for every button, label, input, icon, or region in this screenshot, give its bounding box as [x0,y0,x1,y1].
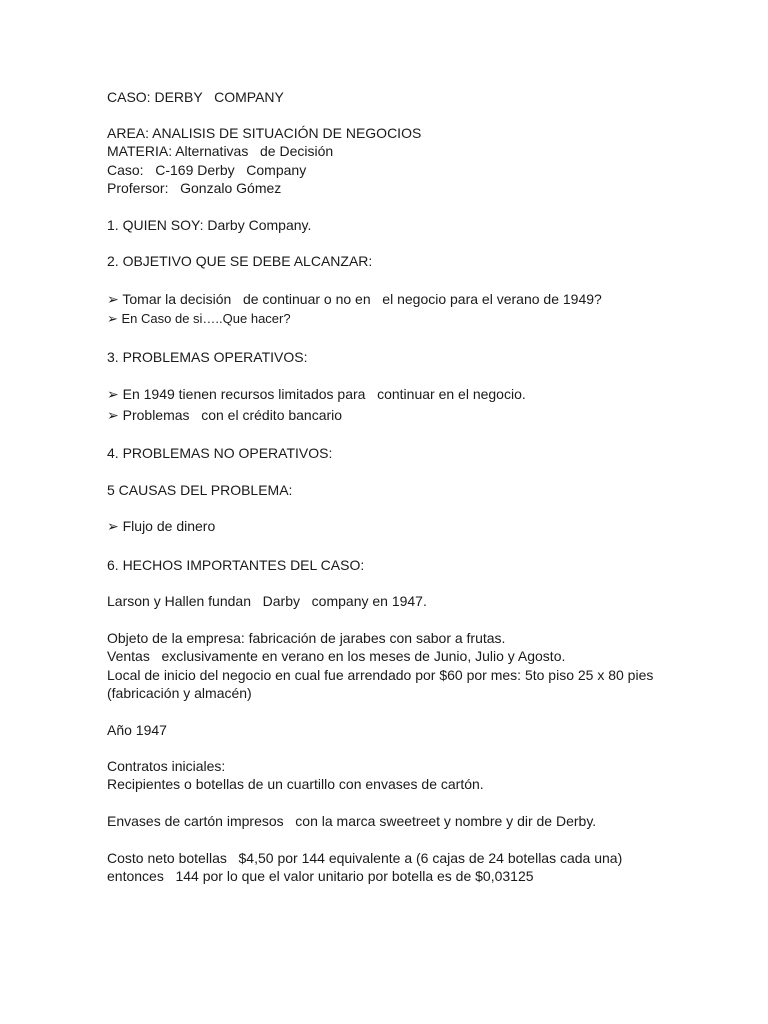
operative-problem-bullet-1: ➢ En 1949 tienen recursos limitados para continuar en el negocio. [107,386,526,402]
local-line-1: Local de inicio del negocio en cual fue arrendado por $60 por mes: 5to piso 25 x 80 pies [107,667,654,683]
area-line: AREA: ANALISIS DE SITUACIÓN DE NEGOCIOS [107,125,422,141]
section-6-heading: 6. HECHOS IMPORTANTES DEL CASO: [107,557,365,573]
document-title: CASO: DERBY COMPANY [107,89,284,105]
section-4-heading: 4. PROBLEMAS NO OPERATIVOS: [107,445,333,461]
cause-bullet-1: ➢ Flujo de dinero [107,518,216,534]
profesor-line: Profersor: Gonzalo Gómez [107,180,282,196]
section-1-heading: 1. QUIEN SOY: Darby Company. [107,217,312,233]
caso-line: Caso: C-169 Derby Company [107,162,307,178]
local-line-2: (fabricación y almacén) [107,685,252,701]
objective-bullet-2: ➢ En Caso de si…..Que hacer? [107,311,291,326]
contratos-text: Recipientes o botellas de un cuartillo con envases de cartón. [107,776,484,792]
ventas-line: Ventas exclusivamente en verano en los meses de Junio, Julio y Agosto. [107,648,566,664]
envases-line: Envases de cartón impresos con la marca sweetreet y nombre y dir de Derby. [107,813,597,829]
section-3-heading: 3. PROBLEMAS OPERATIVOS: [107,349,308,365]
objective-bullet-1: ➢ Tomar la decisión de continuar o no en el negocio para el verano de 1949? [107,291,602,307]
section-2-heading: 2. OBJETIVO QUE SE DEBE ALCANZAR: [107,253,373,269]
section-5-heading: 5 CAUSAS DEL PROBLEMA: [107,482,293,498]
contratos-heading: Contratos iniciales: [107,758,226,774]
objeto-line: Objeto de la empresa: fabricación de jarabes con sabor a frutas. [107,630,506,646]
year-line: Año 1947 [107,722,167,738]
founding-line: Larson y Hallen fundan Darby company en 1947. [107,593,427,609]
costo-line-2: entonces 144 por lo que el valor unitario por botella es de $0,03125 [107,868,534,884]
costo-line-1: Costo neto botellas $4,50 por 144 equivalente a (6 cajas de 24 botellas cada una) [107,850,623,866]
operative-problem-bullet-2: ➢ Problemas con el crédito bancario [107,407,343,423]
materia-line: MATERIA: Alternativas de Decisión [107,143,334,159]
